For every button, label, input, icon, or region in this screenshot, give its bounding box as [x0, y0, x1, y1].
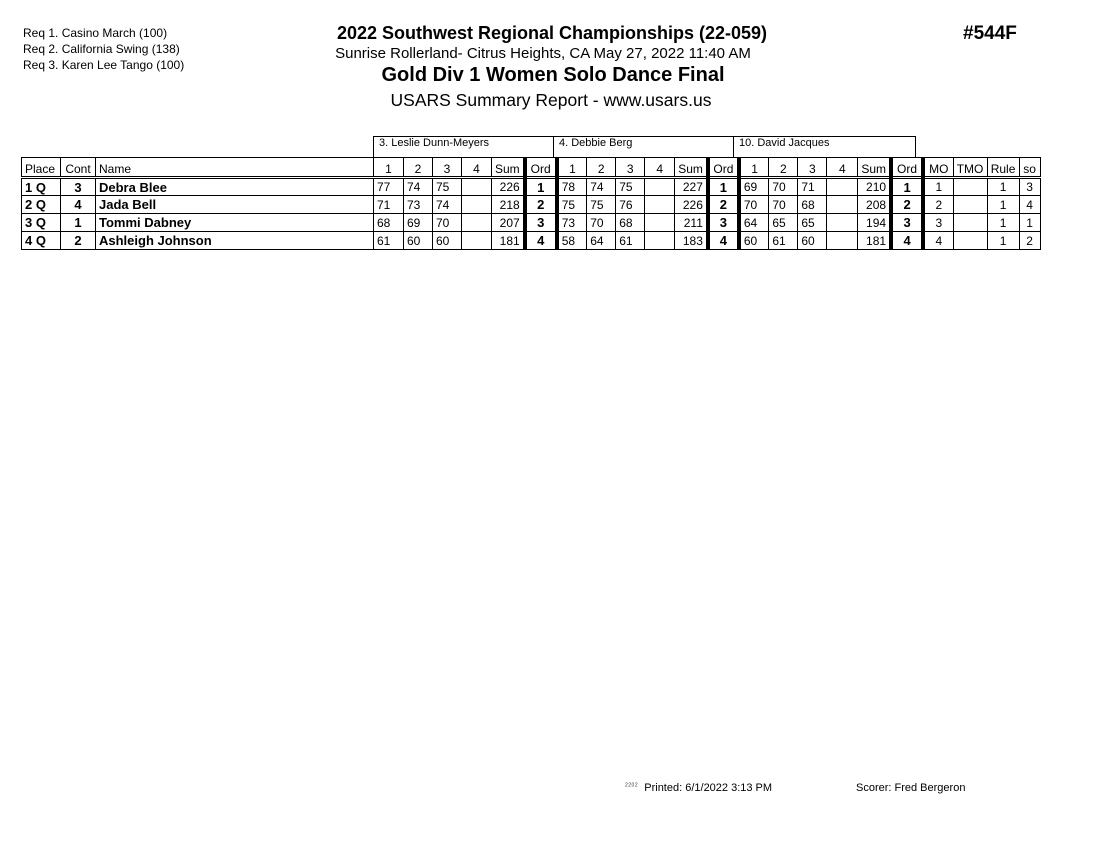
so-cell: 1: [1019, 214, 1040, 232]
col-j2-sum: Sum: [675, 158, 708, 178]
judge-1-score-3: 60: [433, 232, 462, 250]
col-tmo: TMO: [953, 158, 987, 178]
judge-header-3: 10. David Jacques: [733, 136, 916, 157]
judge-3-score-3: 60: [798, 232, 827, 250]
mo-cell: 4: [923, 232, 953, 250]
place-cell: 2 Q: [22, 196, 61, 214]
judge-3-sum: 208: [858, 196, 891, 214]
judge-2-score-4: [645, 232, 675, 250]
printed-timestamp: Printed: 6/1/2022 3:13 PM: [644, 782, 773, 794]
rule-cell: 1: [987, 178, 1019, 196]
judge-3-sum: 210: [858, 178, 891, 196]
col-name: Name: [96, 158, 374, 178]
col-mo: MO: [923, 158, 953, 178]
judge-2-score-4: [645, 214, 675, 232]
table-row: [22, 232, 1041, 250]
judge-3-score-4: [827, 196, 858, 214]
mo-cell: 2: [923, 196, 953, 214]
judge-1-score-2: 60: [404, 232, 433, 250]
results-table: [21, 157, 1041, 250]
judge-3-ord: 2: [891, 196, 923, 214]
col-j1-d3: 3: [433, 158, 462, 178]
judge-3-ord: 3: [891, 214, 923, 232]
event-title: Gold Div 1 Women Solo Dance Final: [381, 64, 725, 86]
cont-cell: 2: [61, 232, 96, 250]
judge-3-score-3: 68: [798, 196, 827, 214]
judge-3-score-4: [827, 214, 858, 232]
judge-3-sum: 181: [858, 232, 891, 250]
col-j3-d1: 1: [739, 158, 769, 178]
so-cell: 3: [1019, 178, 1040, 196]
judge-1-ord: 2: [525, 196, 557, 214]
judge-2-score-3: 76: [616, 196, 645, 214]
place-cell: 3 Q: [22, 214, 61, 232]
judge-header-2: 4. Debbie Berg: [553, 136, 734, 157]
judge-3-score-1: 69: [739, 178, 769, 196]
table-row: [22, 178, 1041, 196]
place-cell: 4 Q: [22, 232, 61, 250]
requirement-3: Req 3. Karen Lee Tango (100): [23, 58, 185, 72]
judge-2-sum: 183: [675, 232, 708, 250]
judge-1-score-4: [462, 178, 492, 196]
table-row: [22, 214, 1041, 232]
judge-2-score-1: 75: [557, 196, 587, 214]
judge-2-score-2: 75: [587, 196, 616, 214]
judge-1-sum: 218: [492, 196, 525, 214]
cont-cell: 4: [61, 196, 96, 214]
col-j3-d3: 3: [798, 158, 827, 178]
judge-1-sum: 207: [492, 214, 525, 232]
rule-cell: 1: [987, 214, 1019, 232]
judge-1-score-1: 61: [374, 232, 404, 250]
event-code: #544F: [963, 23, 1017, 44]
col-rule: Rule: [987, 158, 1019, 178]
judge-1-score-3: 70: [433, 214, 462, 232]
col-j1-d2: 2: [404, 158, 433, 178]
cont-cell: 1: [61, 214, 96, 232]
judge-2-score-4: [645, 178, 675, 196]
judge-1-score-3: 75: [433, 178, 462, 196]
judge-3-ord: 1: [891, 178, 923, 196]
judge-2-sum: 227: [675, 178, 708, 196]
col-j1-d4: 4: [462, 158, 492, 178]
col-j2-d3: 3: [616, 158, 645, 178]
place-cell: 1 Q: [22, 178, 61, 196]
judge-2-ord: 2: [708, 196, 739, 214]
col-j1-d1: 1: [374, 158, 404, 178]
judge-1-score-4: [462, 232, 492, 250]
judge-3-score-3: 71: [798, 178, 827, 196]
tmo-cell: [953, 232, 987, 250]
name-cell: Jada Bell: [96, 196, 374, 214]
so-cell: 2: [1019, 232, 1040, 250]
requirement-1: Req 1. Casino March (100): [23, 26, 168, 40]
rule-cell: 1: [987, 232, 1019, 250]
judge-2-score-4: [645, 196, 675, 214]
judge-3-sum: 194: [858, 214, 891, 232]
col-j3-sum: Sum: [858, 158, 891, 178]
results-body: [22, 178, 1041, 250]
judge-1-score-2: 69: [404, 214, 433, 232]
judge-2-sum: 211: [675, 214, 708, 232]
judge-header-1: 3. Leslie Dunn-Meyers: [373, 136, 554, 157]
col-j1-ord: Ord: [525, 158, 557, 178]
judge-3-score-4: [827, 232, 858, 250]
judge-3-score-2: 70: [769, 196, 798, 214]
judge-2-score-2: 64: [587, 232, 616, 250]
judge-2-ord: 3: [708, 214, 739, 232]
rule-cell: 1: [987, 196, 1019, 214]
col-so: so: [1019, 158, 1040, 178]
col-j1-sum: Sum: [492, 158, 525, 178]
col-j3-ord: Ord: [891, 158, 923, 178]
judge-1-score-1: 68: [374, 214, 404, 232]
name-cell: Tommi Dabney: [96, 214, 374, 232]
judge-2-ord: 4: [708, 232, 739, 250]
judge-1-score-1: 71: [374, 196, 404, 214]
table-row: [22, 196, 1041, 214]
judge-2-ord: 1: [708, 178, 739, 196]
judge-1-sum: 181: [492, 232, 525, 250]
judge-3-score-1: 70: [739, 196, 769, 214]
judge-2-score-1: 78: [557, 178, 587, 196]
col-j3-d2: 2: [769, 158, 798, 178]
judge-3-ord: 4: [891, 232, 923, 250]
col-j2-d2: 2: [587, 158, 616, 178]
competition-title: 2022 Southwest Regional Championships (22-059): [336, 23, 768, 43]
name-cell: Ashleigh Johnson: [96, 232, 374, 250]
judge-2-score-2: 74: [587, 178, 616, 196]
judge-1-score-4: [462, 214, 492, 232]
judge-3-score-2: 70: [769, 178, 798, 196]
table-header-row: [22, 158, 1041, 178]
col-place: Place: [22, 158, 61, 178]
so-cell: 4: [1019, 196, 1040, 214]
judge-2-score-1: 58: [557, 232, 587, 250]
judge-1-score-1: 77: [374, 178, 404, 196]
judge-3-score-4: [827, 178, 858, 196]
judge-1-score-2: 73: [404, 196, 433, 214]
judge-2-score-3: 75: [616, 178, 645, 196]
judge-1-score-4: [462, 196, 492, 214]
judge-1-ord: 4: [525, 232, 557, 250]
col-j3-d4: 4: [827, 158, 858, 178]
judge-1-ord: 1: [525, 178, 557, 196]
name-cell: Debra Blee: [96, 178, 374, 196]
judge-2-score-2: 70: [587, 214, 616, 232]
judge-2-score-1: 73: [557, 214, 587, 232]
tmo-cell: [953, 196, 987, 214]
judge-2-score-3: 61: [616, 232, 645, 250]
scorer-line: Scorer: Fred Bergeron: [856, 782, 966, 794]
mo-cell: 3: [923, 214, 953, 232]
tmo-cell: [953, 178, 987, 196]
printed-line: [625, 782, 772, 794]
judge-3-score-3: 65: [798, 214, 827, 232]
version-mark: 2202: [625, 782, 639, 789]
judge-3-score-2: 61: [769, 232, 798, 250]
report-title: USARS Summary Report - www.usars.us: [390, 90, 712, 110]
judge-1-sum: 226: [492, 178, 525, 196]
venue-line: Sunrise Rollerland- Citrus Heights, CA May 27, 2022 11:40 AM: [335, 45, 751, 62]
col-j2-d1: 1: [557, 158, 587, 178]
mo-cell: 1: [923, 178, 953, 196]
judge-2-score-3: 68: [616, 214, 645, 232]
judge-3-score-1: 64: [739, 214, 769, 232]
col-j2-d4: 4: [645, 158, 675, 178]
judge-3-score-2: 65: [769, 214, 798, 232]
tmo-cell: [953, 214, 987, 232]
col-cont: Cont: [61, 158, 96, 178]
requirement-2: Req 2. California Swing (138): [23, 42, 180, 56]
judge-2-sum: 226: [675, 196, 708, 214]
cont-cell: 3: [61, 178, 96, 196]
judge-3-score-1: 60: [739, 232, 769, 250]
col-j2-ord: Ord: [708, 158, 739, 178]
judge-1-score-2: 74: [404, 178, 433, 196]
judge-1-score-3: 74: [433, 196, 462, 214]
judge-1-ord: 3: [525, 214, 557, 232]
